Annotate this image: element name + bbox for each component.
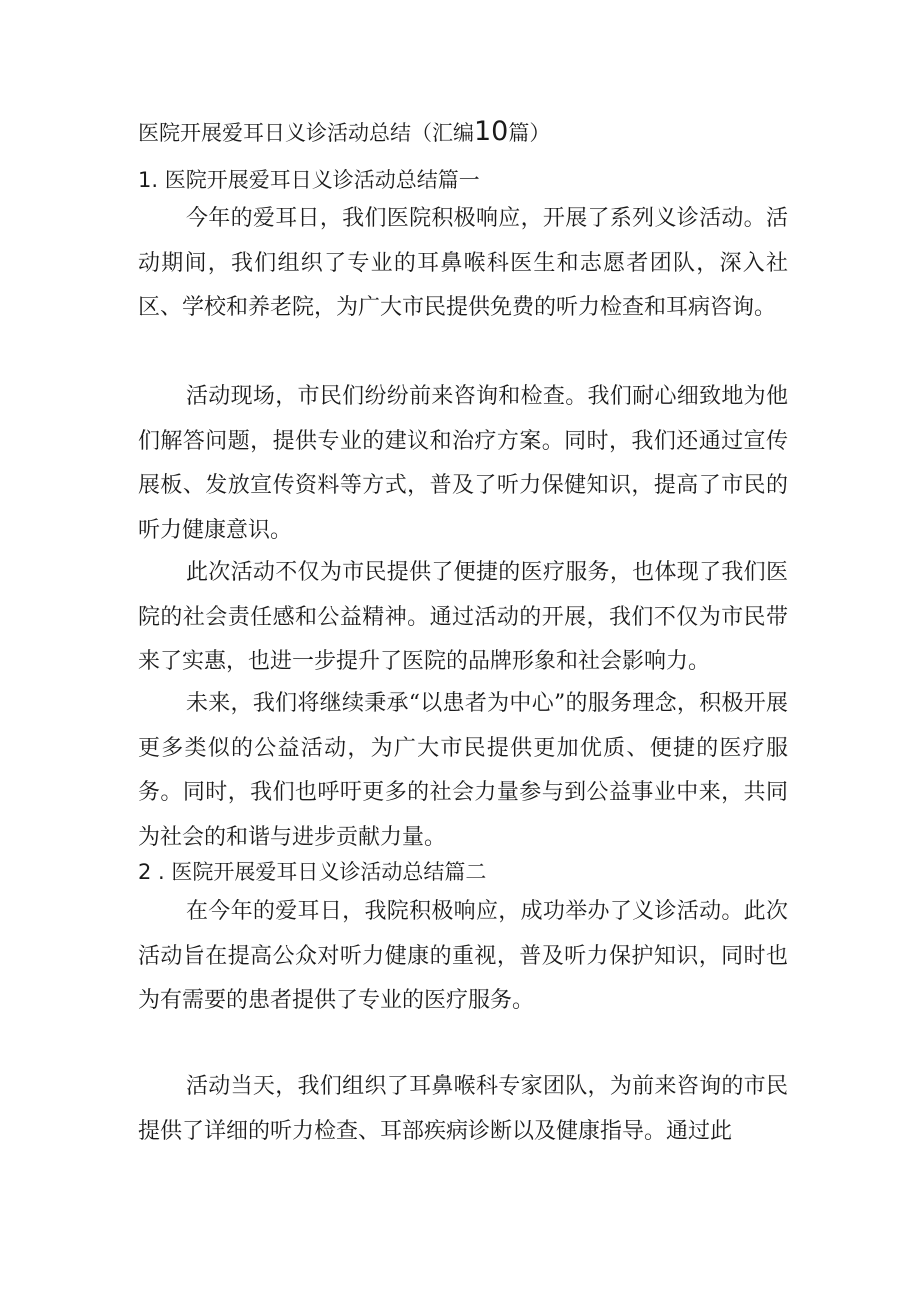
title-suffix: 篇） (508, 121, 551, 145)
title-number: 10 (474, 116, 509, 147)
section-2-paragraph-1: 在今年的爱耳日，我院积极响应，成功举办了义诊活动。此次活动旨在提高公众对听力健康的重视，普及听力保护知识，同时也为有需要的患者提供了专业的医疗服务。 (138, 899, 788, 1013)
section-1-paragraph-3: 此次活动不仅为市民提供了便捷的医疗服务，也体现了我们医院的社会责任感和公益精神。通过活动的开展，我们不仅为市民带来了实惠，也进一步提升了医院的品牌形象和社会影响力。 (138, 560, 788, 674)
section-2-paragraph-2: 活动当天，我们组织了耳鼻喉科专家团队，为前来咨询的市民提供了详细的听力检查、耳部疾病诊断以及健康指导。通过此 (138, 1074, 788, 1144)
section-1-paragraph-1: 今年的爱耳日，我们医院积极响应，开展了系列义诊活动。活动期间，我们组织了专业的耳鼻喉科医生和志愿者团队，深入社区、学校和养老院，为广大市民提供免费的听力检查和耳病咨询。 (138, 206, 788, 320)
section-heading-1: 1. 医院开展爱耳日义诊活动总结篇一 (138, 168, 480, 192)
section-1-paragraph-2: 活动现场，市民们纷纷前来咨询和检查。我们耐心细致地为他们解答问题，提供专业的建议和治疗方案。同时，我们还通过宣传展板、发放宣传资料等方式，普及了听力保健知识，提高了市民的听力健康意识。 (138, 384, 788, 543)
section-heading-2: 2 . 医院开展爱耳日义诊活动总结篇二 (138, 860, 487, 884)
title-prefix: 医院开展爱耳日义诊活动总结（汇编 (138, 121, 474, 145)
document-title (138, 117, 550, 148)
section-1-paragraph-4: 未来，我们将继续秉承“以患者为中心”的服务理念，积极开展更多类似的公益活动，为广大市民提供更加优质、便捷的医疗服务。同时，我们也呼吁更多的社会力量参与到公益事业中来，共同为社会的和谐与进步贡献力量。 (138, 691, 788, 850)
